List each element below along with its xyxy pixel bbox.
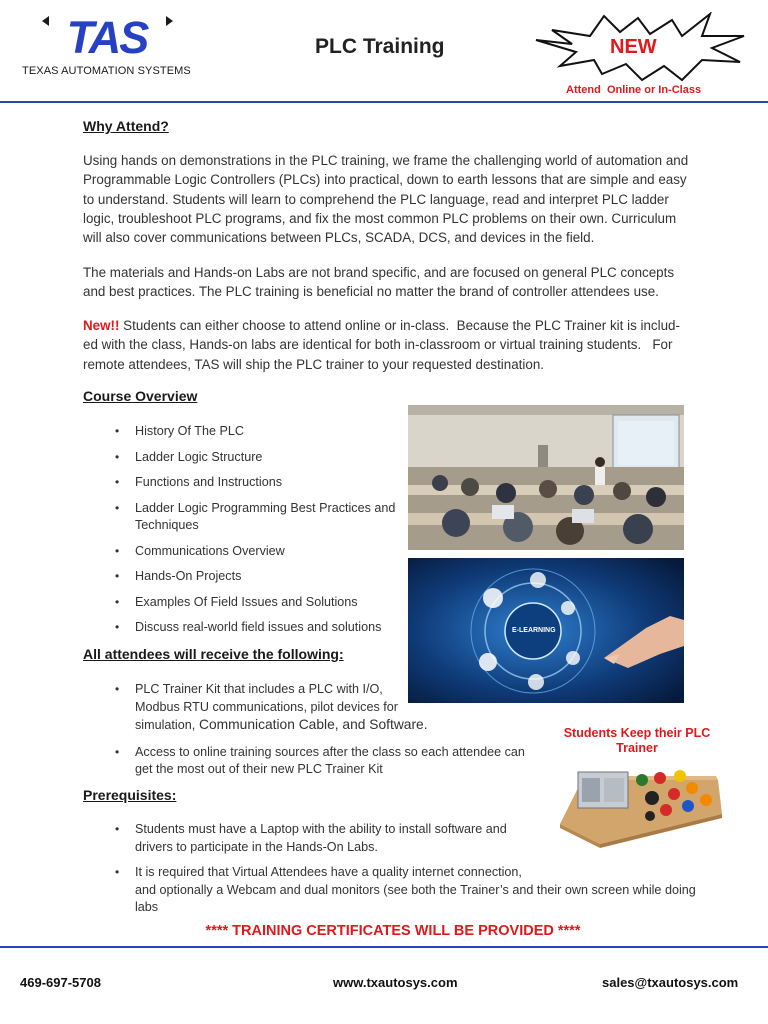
attendees-heading: All attendees will receive the following: — [83, 646, 344, 662]
text-line: and best practices. The PLC training is beneficial no matter the brand of controller attendees use. — [83, 284, 659, 300]
list-item-text: • Hands-On Projects — [135, 569, 242, 583]
why-attend-heading: Why Attend? — [83, 118, 169, 134]
list-item — [83, 423, 413, 441]
footer-phone: 469-697-5708 — [20, 975, 101, 990]
text-line: to understand. Students will learn to comprehend the PLC language, read and interpret PLC ladder — [83, 191, 669, 207]
list-item-text: • Functions and Instructions — [135, 475, 283, 489]
text-line: Programmable Logic Controllers (PLCs) into practical, down to earth lessons that are simple and easy — [83, 172, 687, 188]
text-line: ed with the class, Hands-on labs are identical for both in-classroom or virtual training students. For — [83, 337, 673, 353]
prerequisites-heading: Prerequisites: — [83, 787, 177, 803]
logo-subtitle: TEXAS AUTOMATION SYSTEMS — [22, 65, 191, 77]
list-item-text: and optionally a Webcam and dual monitors (see both the Trainer’s and their own screen while doing — [135, 882, 696, 897]
certificates-banner: **** TRAINING CERTIFICATES WILL BE PROVIDED **** — [205, 923, 581, 939]
text-line: Using hands on demonstrations in the PLC training, we frame the challenging world of automation and — [83, 153, 689, 168]
text-span: simulation, — [135, 718, 196, 732]
footer-divider — [0, 946, 768, 948]
why-attend-paragraph-1 — [83, 151, 723, 247]
new-keyword: New!! — [83, 318, 120, 333]
list-item-text: Modbus RTU communications, pilot devices for — [135, 699, 398, 714]
list-item-text: • Communications Overview — [135, 543, 285, 558]
list-item-text: • Access to online training sources after the class so each attendee can — [135, 744, 525, 759]
attend-caption: Attend Online or In-Class — [566, 84, 702, 96]
why-attend-paragraph-2 — [83, 263, 723, 302]
list-item-text: • History Of The PLC — [135, 424, 244, 438]
why-attend-paragraph-3 — [83, 316, 723, 374]
footer-email[interactable]: sales@txautosys.com — [602, 975, 739, 990]
text-line — [83, 316, 723, 335]
page-title: PLC Training — [315, 35, 445, 58]
list-item-text: • It is required that Virtual Attendees have a quality internet connection, — [135, 865, 522, 879]
list-item-text: Techniques — [135, 518, 199, 532]
list-item-text — [135, 716, 553, 735]
trainer-caption: Students Keep their PLC Trainer — [563, 726, 711, 755]
new-badge-text: NEW — [610, 36, 657, 58]
list-item — [83, 543, 413, 561]
text-line: The materials and Hands-on Labs are not brand specific, and are focused on general PLC concepts — [83, 265, 675, 280]
list-item-text: • PLC Trainer Kit that includes a PLC with I/O, — [135, 682, 383, 696]
list-item-text: labs — [135, 900, 159, 914]
list-item — [83, 594, 413, 612]
course-overview-heading: Course Overview — [83, 388, 198, 404]
list-item-text: drivers to participate in the Hands-On Labs. — [135, 839, 378, 854]
list-item — [83, 619, 413, 637]
logo — [40, 14, 175, 58]
svg-text:TAS: TAS — [66, 14, 148, 58]
new-badge — [532, 12, 746, 86]
list-item-text: get the most out of their new PLC Trainer Kit — [135, 762, 383, 776]
header-divider — [0, 101, 768, 103]
list-item-text: • Examples Of Field Issues and Solutions — [135, 594, 358, 609]
prerequisites-list — [83, 821, 733, 917]
list-item — [83, 864, 733, 917]
list-item — [83, 449, 413, 467]
text-line: logic, troubleshoot PLC programs, and fix the most common PLC problems on their own. Curriculum — [83, 210, 677, 226]
footer-website[interactable]: www.txautosys.com — [333, 975, 458, 990]
list-item — [83, 474, 413, 492]
elearning-label: E-LEARNING — [512, 627, 556, 634]
list-item — [83, 681, 553, 735]
text-span: Communication Cable, and Software. — [195, 717, 428, 732]
text-line: will also cover communications between PLCs, SCADA, DCS, and devices in the field. — [83, 230, 595, 246]
course-overview-list — [83, 423, 413, 637]
list-item — [83, 744, 553, 779]
attendees-list — [83, 681, 553, 779]
list-item-text: • Ladder Logic Structure — [135, 449, 263, 464]
list-item — [83, 500, 413, 535]
text-line: remote attendees, TAS will ship the PLC trainer to your requested destination. — [83, 356, 544, 372]
tas-logo-icon — [40, 14, 175, 58]
list-item-text: • Students must have a Laptop with the ability to install software and — [135, 822, 507, 836]
list-item — [83, 821, 733, 856]
list-item-text: • Discuss real-world field issues and solutions — [135, 620, 382, 634]
classroom-photo — [408, 405, 684, 550]
list-item — [83, 568, 413, 586]
text-span: Students can either choose to attend online or in-class. Because the PLC Trainer kit is includ- — [119, 318, 680, 333]
list-item-text: • Ladder Logic Programming Best Practices and — [135, 500, 396, 515]
